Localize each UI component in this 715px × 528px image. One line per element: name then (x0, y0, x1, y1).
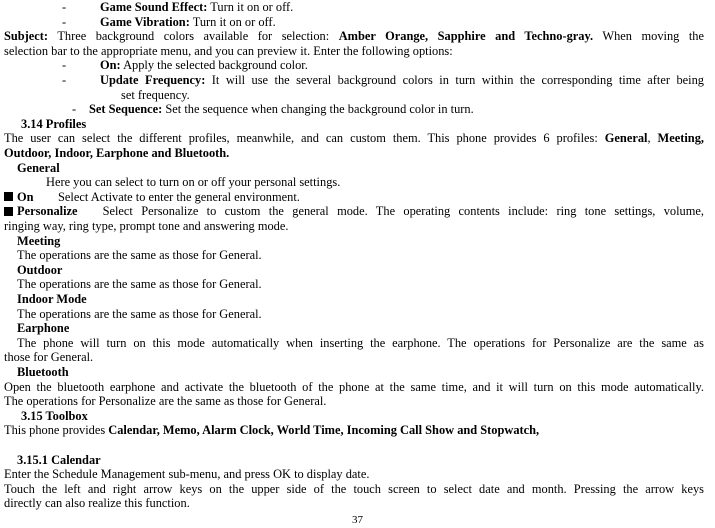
profiles-line-2: Outdoor, Indoor, Earphone and Bluetooth. (4, 146, 230, 160)
earphone-text: The phone will turn on this mode automatically when inserting the earphone. The operations for Personalize are the same as (17, 335, 704, 350)
dash-bullet: - (62, 0, 67, 14)
calendar-text: Enter the Schedule Management sub-menu, and press OK to display date. (4, 467, 370, 482)
dash-bullet: - (62, 14, 67, 29)
square-bullet-icon (4, 207, 13, 216)
dash-bullet: - (62, 58, 67, 73)
update-frequency-item: Update Frequency: It will use the several background colors in turn within the corresponding time after being (100, 73, 704, 87)
toolbox-paragraph: This phone provides Calendar, Memo, Alarm Clock, World Time, Incoming Call Show and Stopwatch, (4, 423, 540, 438)
dash-bullet: - (62, 73, 67, 87)
game-sound-item: Game Sound Effect: Turn it on or off. (100, 0, 294, 14)
meeting-text: The operations are the same as those for General. (17, 248, 262, 263)
section-heading-toolbox: 3.15 Toolbox (21, 408, 88, 423)
earphone-heading: Earphone (17, 321, 70, 336)
on-bullet-text: Select Activate to enter the general environment. (58, 189, 300, 204)
bluetooth-heading: Bluetooth (17, 365, 69, 379)
profiles-paragraph: The user can select the different profiles, meanwhile, and can custom them. This phone provides 6 profiles: General, Meeting, (4, 131, 704, 146)
earphone-line-2: those for General. (4, 350, 94, 365)
indoor-text: The operations are the same as those for General. (17, 306, 262, 321)
touch-text: Touch the left and right arrow keys on the upper side of the touch screen to select date and month. Pressing the arrow keys (4, 481, 704, 496)
general-heading: General (17, 160, 60, 175)
subject-paragraph: Subject: Three background colors available for selection: Amber Orange, Sapphire and Techno-gray. When moving the (4, 29, 704, 44)
personalize-paragraph: Personalize Select Personalize to custom the general mode. The operating contents include: ring tone settings, volume, (4, 204, 704, 219)
on-bullet-item: On (4, 190, 34, 205)
section-heading-profiles: 3.14 Profiles (21, 116, 87, 131)
personalize-line-2: ringing way, ring type, prompt tone and answering mode. (4, 219, 289, 233)
outdoor-text: The operations are the same as those for General. (17, 277, 262, 292)
set-sequence-item: Set Sequence: Set the sequence when changing the background color in turn. (89, 102, 474, 117)
outdoor-heading: Outdoor (17, 262, 63, 277)
on-option-item: On: Apply the selected background color. (100, 58, 308, 73)
bluetooth-line-2: The operations for Personalize are the same as those for General. (4, 394, 327, 409)
meeting-heading: Meeting (17, 233, 61, 248)
indoor-heading: Indoor Mode (17, 292, 87, 306)
section-heading-calendar: 3.15.1 Calendar (17, 452, 101, 467)
dash-bullet: - (72, 102, 77, 117)
game-vibration-item: Game Vibration: Turn it on or off. (100, 14, 276, 29)
touch-line-2: directly can also realize this function. (4, 496, 190, 511)
bluetooth-text: Open the bluetooth earphone and activate the bluetooth of the phone at the same time, and it will turn on this mode automatically. (4, 379, 704, 394)
square-bullet-icon (4, 192, 13, 201)
general-text: Here you can select to turn on or off your personal settings. (46, 175, 341, 190)
subject-line-2: selection bar to the appropriate menu, and you can preview it. Enter the following options: (4, 43, 453, 58)
page-number: 37 (352, 514, 363, 526)
update-frequency-line-2: set frequency. (121, 87, 190, 102)
